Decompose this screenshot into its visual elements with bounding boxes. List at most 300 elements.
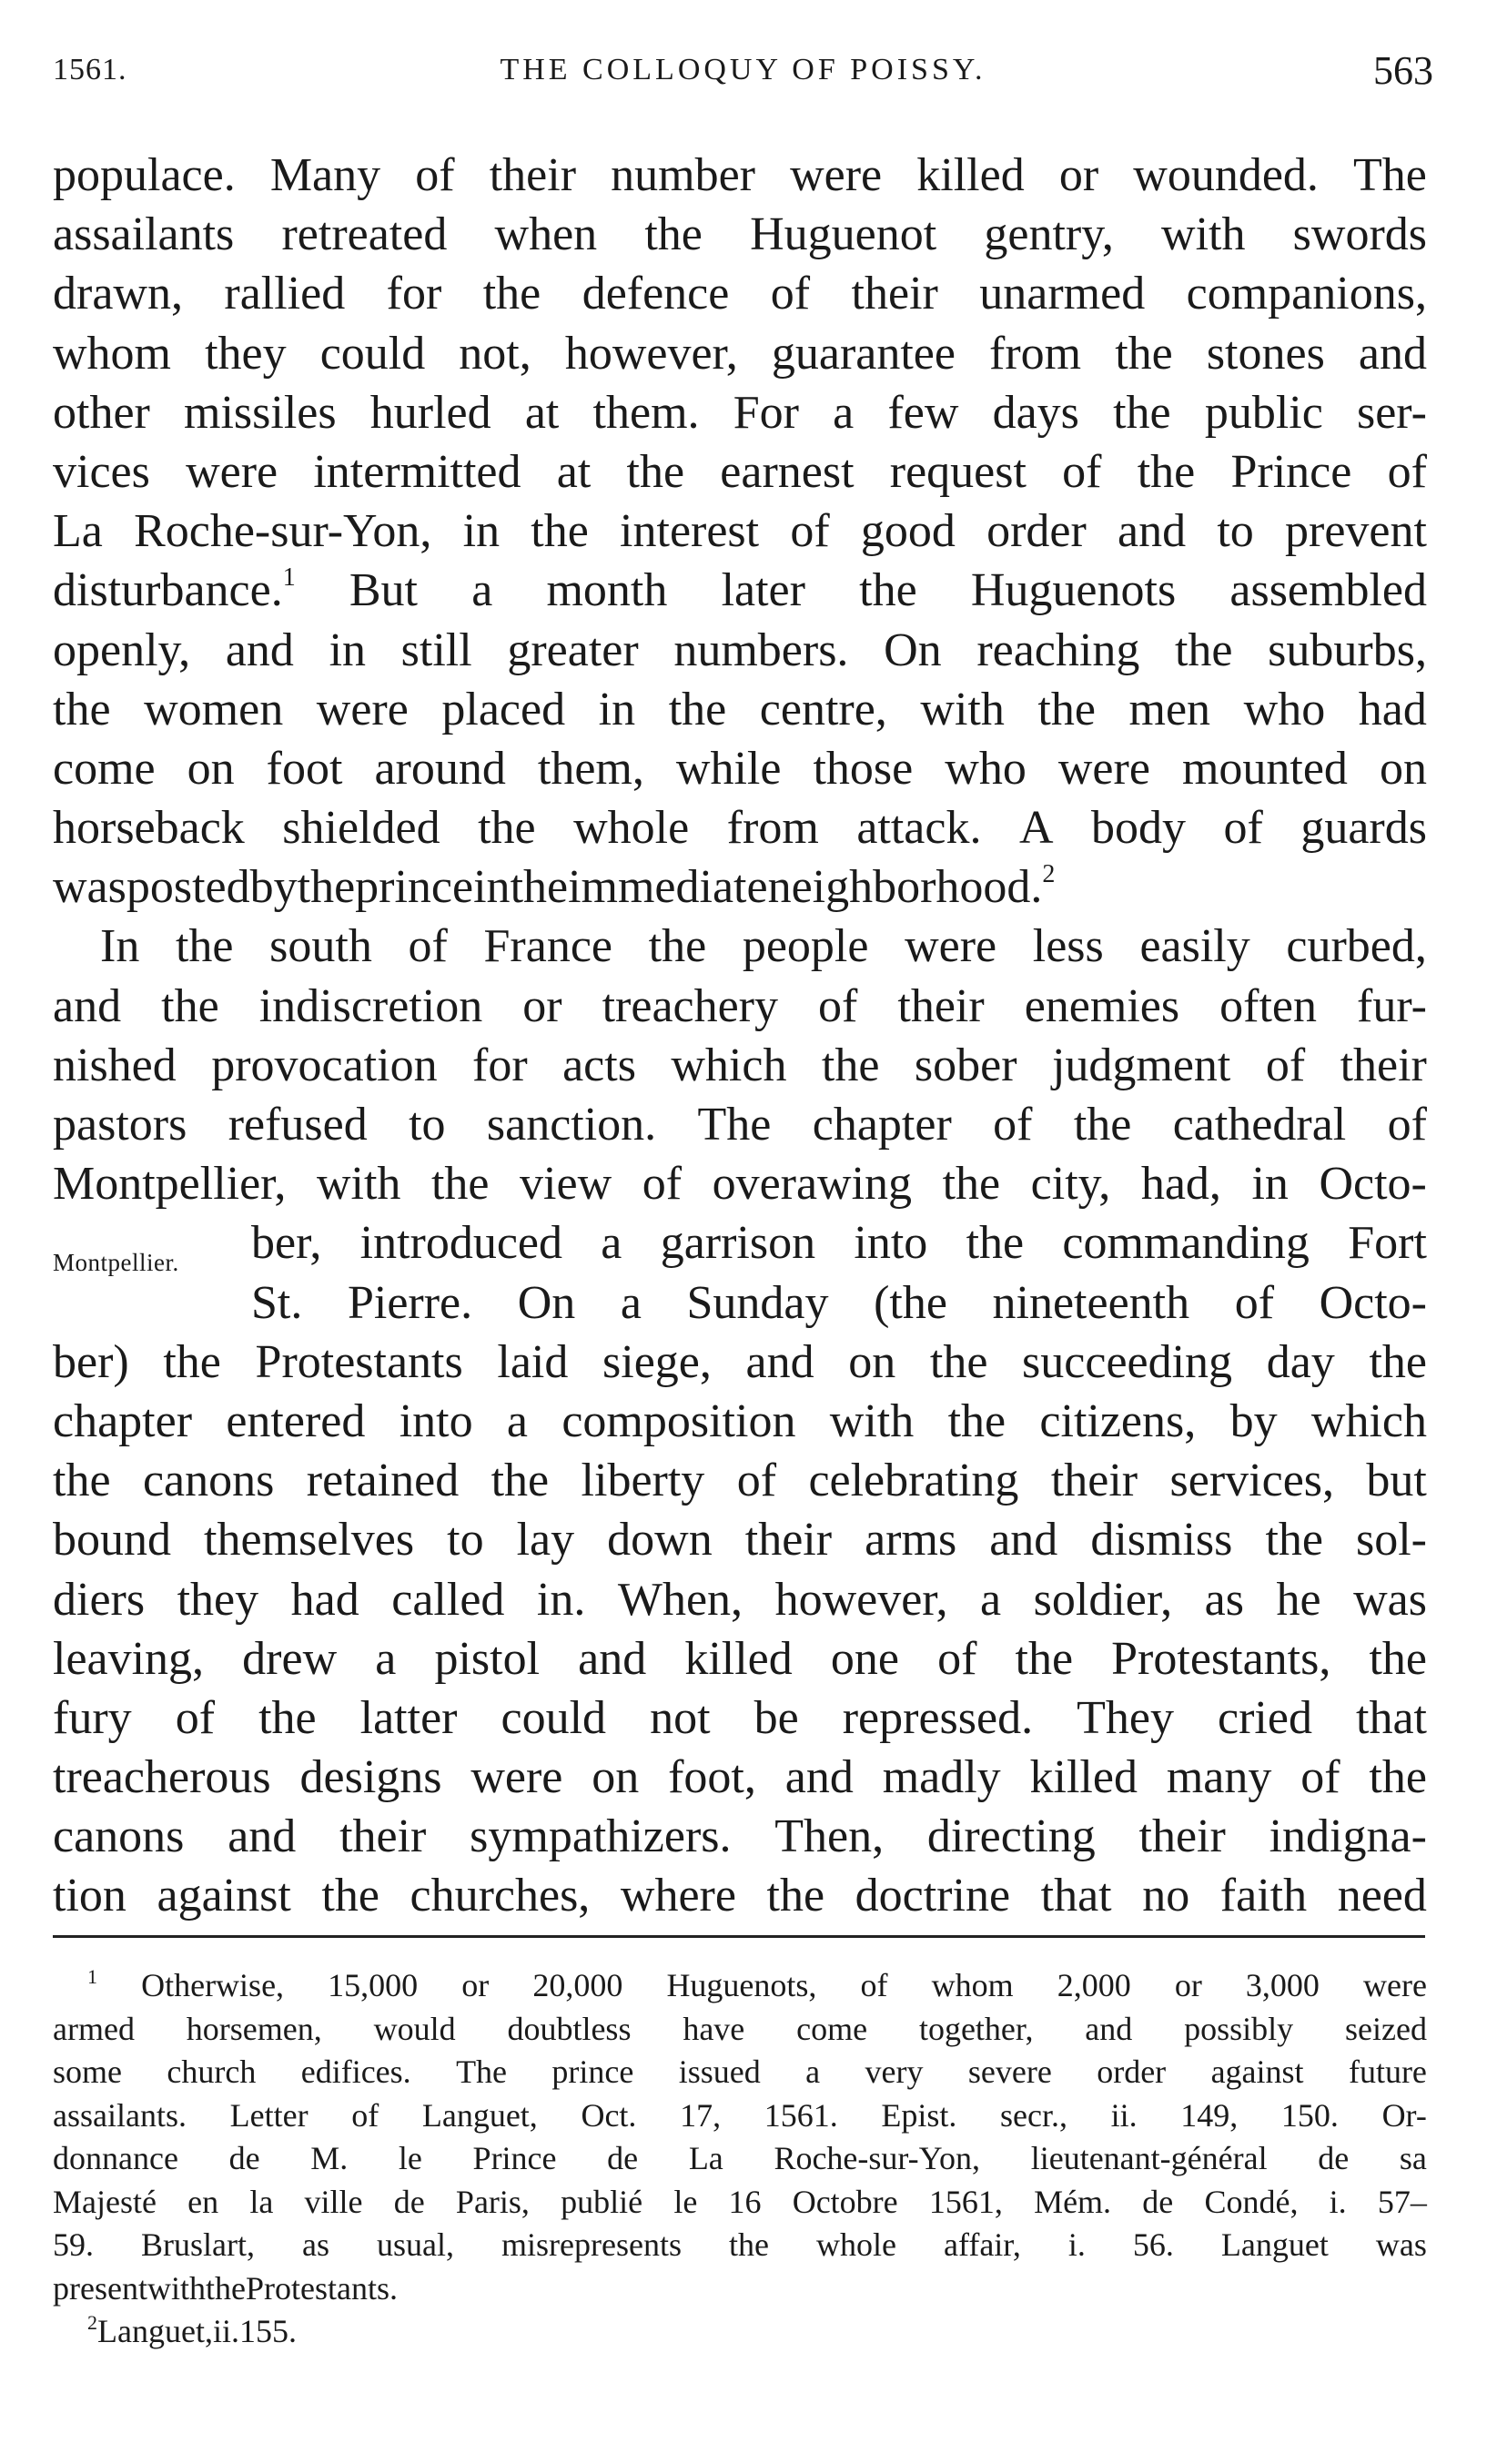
body-line: [53, 680, 1427, 739]
word: and: [989, 1514, 1058, 1567]
word: killed: [684, 1632, 793, 1685]
body-line: [53, 442, 1427, 502]
word: their: [1138, 1810, 1226, 1863]
word: the: [1115, 327, 1173, 380]
word: canons: [53, 1810, 185, 1863]
word: on: [1379, 742, 1427, 795]
word: openly,: [53, 624, 191, 676]
word: On: [884, 624, 942, 676]
word: chapter: [812, 1099, 952, 1151]
word: of: [937, 1632, 977, 1685]
word: the: [258, 1691, 317, 1744]
word: people: [742, 920, 869, 973]
word: the: [53, 683, 111, 735]
word: vices: [53, 445, 150, 498]
word: lieutenant-général: [1030, 2140, 1268, 2176]
word: the: [321, 1870, 379, 1922]
word: many: [1166, 1751, 1272, 1804]
word: whom: [931, 1967, 1014, 2003]
word: not: [650, 1691, 711, 1744]
word: when: [494, 208, 598, 261]
word: by: [1229, 1394, 1278, 1447]
word: women: [144, 683, 284, 735]
word: Languet: [1220, 2226, 1329, 2263]
word: in: [473, 861, 511, 914]
word: pastors: [53, 1099, 187, 1151]
word: sober: [914, 1039, 1017, 1091]
word: the: [491, 1455, 550, 1507]
word: swords: [1292, 208, 1427, 261]
word: have: [683, 2010, 745, 2047]
word: men: [1128, 683, 1211, 735]
word: called: [391, 1573, 505, 1626]
word: as: [1204, 1573, 1244, 1626]
word: La: [53, 505, 103, 558]
word: with: [920, 683, 1005, 735]
word: for: [472, 1039, 528, 1091]
word: were: [316, 683, 409, 735]
body-line: [53, 1036, 1427, 1095]
word: The: [697, 1099, 772, 1151]
footnotes: [53, 1964, 1427, 2354]
word: ii.: [212, 2313, 239, 2349]
word: or: [1058, 149, 1099, 201]
word: had: [290, 1573, 359, 1626]
word: still: [400, 624, 472, 676]
word: for: [386, 268, 442, 320]
word: of: [993, 1099, 1033, 1151]
word: who: [1243, 683, 1326, 735]
word: of: [1234, 1276, 1275, 1329]
word: refused: [228, 1099, 368, 1151]
word: of: [351, 2096, 379, 2134]
word: into: [854, 1217, 928, 1270]
header-title: THE COLLOQUY OF POISSY.: [500, 53, 986, 86]
word: against: [157, 1870, 291, 1922]
word: de: [1142, 2183, 1174, 2220]
word: armed: [53, 2010, 135, 2047]
word: come: [796, 2010, 868, 2047]
word: Roche-sur-Yon,: [774, 2140, 981, 2176]
footnote-marker: 1: [282, 563, 296, 593]
word: stones: [1206, 327, 1325, 380]
word: to: [409, 1099, 446, 1151]
word: some: [53, 2053, 122, 2090]
word: de: [1318, 2140, 1350, 2176]
word: Pierre.: [347, 1276, 473, 1329]
word: de: [228, 2140, 260, 2176]
word: from: [726, 802, 819, 855]
body-line: [53, 1629, 1427, 1688]
word: to: [447, 1514, 484, 1567]
word: their: [489, 149, 577, 201]
word: with: [316, 1158, 401, 1211]
word: St.: [251, 1276, 303, 1329]
word: doubtless: [507, 2010, 632, 2047]
word: indigna-: [1269, 1810, 1427, 1863]
word: their: [744, 1514, 833, 1567]
body-line: [53, 798, 1427, 857]
word: by: [249, 861, 298, 914]
word: the: [1369, 1335, 1427, 1388]
word: few: [887, 386, 959, 439]
word: assailants.: [53, 2096, 187, 2134]
word: ville: [304, 2183, 363, 2220]
word: of: [415, 149, 455, 201]
word: the: [947, 1394, 1006, 1447]
word: the: [859, 564, 917, 617]
body-line: [53, 1451, 1427, 1510]
word: Languet,: [97, 2313, 213, 2349]
word: were: [1363, 1967, 1427, 2003]
word: guards: [1300, 802, 1427, 855]
word: Otherwise,: [141, 1967, 285, 2003]
word: come: [53, 742, 156, 795]
word: 59.: [53, 2226, 94, 2263]
word: Mém.: [1034, 2183, 1112, 2220]
word: number: [611, 149, 755, 201]
word: and: [53, 979, 122, 1032]
word: south: [269, 920, 372, 973]
footnote-marker: 2: [87, 2311, 97, 2334]
word: 15,000: [328, 1967, 419, 2003]
word: with: [829, 1394, 915, 1447]
word: en: [187, 2183, 219, 2220]
word: enemies: [1024, 979, 1180, 1032]
word: whom: [53, 327, 171, 380]
word: i.: [1329, 2183, 1347, 2220]
body-line: [53, 205, 1427, 264]
word: their: [1050, 1455, 1138, 1507]
word: wounded.: [1133, 149, 1319, 201]
word: 1561.: [764, 2096, 838, 2134]
word: a: [980, 1573, 1002, 1626]
word: the: [648, 920, 707, 973]
word: introduced: [359, 1217, 562, 1270]
word: future: [1348, 2053, 1427, 2090]
word: their: [851, 268, 938, 320]
body-line: [53, 1807, 1427, 1866]
word: themselves: [204, 1514, 415, 1567]
word: the: [1265, 1514, 1323, 1567]
word: populace.: [53, 149, 236, 201]
word: earnest: [720, 445, 855, 498]
word: that: [1040, 1870, 1112, 1922]
word: horsemen,: [186, 2010, 322, 2047]
word: repressed.: [842, 1691, 1034, 1744]
word: services,: [1169, 1455, 1335, 1507]
word: 150.: [1280, 2096, 1339, 2134]
word: the: [175, 920, 234, 973]
word: reaching: [976, 624, 1140, 676]
word: nished: [53, 1039, 177, 1091]
word: the: [205, 2269, 246, 2307]
word: be: [754, 1691, 799, 1744]
word: i.: [1067, 2226, 1086, 2263]
body-line: [53, 917, 1427, 976]
word: judgment: [1051, 1039, 1231, 1091]
word: in: [598, 683, 636, 735]
word: France: [483, 920, 612, 973]
word: A: [1018, 802, 1054, 855]
word: the: [1015, 1632, 1074, 1685]
word: easily: [1139, 920, 1250, 973]
word: often: [1219, 979, 1317, 1032]
word: Fort: [1348, 1217, 1427, 1270]
word: soldier,: [1033, 1573, 1173, 1626]
word: neighborhood.$^2$: [767, 860, 1056, 914]
word: who: [945, 742, 1027, 795]
word: the: [1369, 1751, 1427, 1804]
footnote-line: [53, 2008, 1427, 2052]
body-line: [53, 1688, 1427, 1748]
word: Prince: [472, 2140, 557, 2176]
word: of: [818, 979, 858, 1032]
word: would: [373, 2010, 456, 2047]
word: usual,: [377, 2226, 455, 2263]
footnote-marker: 1: [87, 1965, 97, 1988]
footnote-line: [53, 1964, 1427, 2008]
word: on: [592, 1751, 640, 1804]
word: defence: [582, 268, 730, 320]
word: of: [1265, 1039, 1306, 1091]
word: the: [482, 268, 541, 320]
body-line: [53, 1333, 1427, 1392]
word: Bruslart,: [141, 2226, 255, 2263]
word: a: [375, 1632, 397, 1685]
word: companions,: [1186, 268, 1427, 320]
word: view: [520, 1158, 612, 1211]
word: was: [53, 861, 126, 914]
word: and: [578, 1632, 647, 1685]
word: madly: [882, 1751, 1001, 1804]
body-text: [53, 146, 1427, 1926]
body-line: [53, 1392, 1427, 1451]
body-line: [53, 1570, 1427, 1629]
word: other: [53, 386, 150, 439]
word: the: [966, 1217, 1025, 1270]
word: Languet,: [421, 2096, 538, 2134]
word: Epist.: [881, 2096, 957, 2134]
word: public: [1204, 386, 1323, 439]
word: chapter: [53, 1394, 193, 1447]
word: while: [675, 742, 782, 795]
footnote-divider: [53, 1935, 1425, 1938]
word: was: [1353, 1573, 1427, 1626]
word: those: [813, 742, 914, 795]
word: were: [470, 1751, 563, 1804]
word: 3,000: [1245, 1967, 1320, 2003]
word: the: [430, 1158, 490, 1211]
word: assembled: [1229, 564, 1427, 617]
word: leaving,: [53, 1632, 205, 1685]
word: order: [1097, 2053, 1167, 2090]
word: La: [688, 2140, 723, 2176]
word: had,: [1140, 1158, 1221, 1211]
word: le: [398, 2140, 422, 2176]
header-year: 1561.: [53, 53, 127, 86]
word: They: [1077, 1691, 1174, 1744]
word: Many: [269, 149, 381, 201]
word: the: [729, 2226, 769, 2263]
word: shielded: [282, 802, 440, 855]
word: them,: [537, 742, 644, 795]
word: the: [297, 861, 356, 914]
word: ber): [53, 1335, 129, 1388]
word: a: [506, 1394, 529, 1447]
word: to: [1217, 505, 1254, 558]
word: they: [205, 327, 287, 380]
word: which: [671, 1039, 787, 1091]
word: immediate: [568, 861, 768, 914]
word: no: [1142, 1870, 1190, 1922]
word: the: [478, 802, 536, 855]
page-number: 563: [1373, 48, 1433, 93]
word: Huguenots: [970, 564, 1177, 617]
word: Oct.: [581, 2096, 637, 2134]
word: however,: [774, 1573, 948, 1626]
word: which: [1310, 1394, 1427, 1447]
word: the: [161, 979, 219, 1032]
word: siege,: [602, 1335, 712, 1388]
word: day: [1266, 1335, 1335, 1388]
word: on: [187, 742, 235, 795]
word: suburbs,: [1268, 624, 1427, 676]
word: they: [177, 1573, 259, 1626]
body-line: [53, 977, 1427, 1036]
word: present: [53, 2269, 147, 2307]
word: city,: [1030, 1158, 1111, 1211]
word: could: [501, 1691, 607, 1744]
word: garrison: [660, 1217, 816, 1270]
word: interest: [620, 505, 760, 558]
body-line: [53, 1095, 1427, 1154]
footnote-line: [53, 2224, 1427, 2267]
word: cried: [1218, 1691, 1312, 1744]
word: provocation: [211, 1039, 438, 1091]
word: was: [1375, 2226, 1427, 2263]
word: and: [784, 1751, 854, 1804]
word: 155.: [238, 2313, 297, 2349]
word: The: [1353, 149, 1427, 201]
word: directing: [926, 1810, 1096, 1863]
word: When,: [617, 1573, 743, 1626]
word: pistol: [434, 1632, 541, 1685]
word: Paris,: [455, 2183, 530, 2220]
word: he: [1276, 1573, 1321, 1626]
word: composition: [561, 1394, 796, 1447]
word: where: [620, 1870, 736, 1922]
word: less: [1032, 920, 1104, 973]
word: greater: [507, 624, 639, 676]
word: the: [626, 445, 685, 498]
word: were: [186, 445, 278, 498]
word: rallied: [224, 268, 346, 320]
word: Montpellier,: [53, 1158, 287, 1211]
word: or: [461, 1967, 490, 2003]
word: the: [942, 1158, 1001, 1211]
word: 149,: [1180, 2096, 1239, 2134]
word: and: [1118, 505, 1187, 558]
word: But: [349, 564, 419, 617]
word: severe: [967, 2053, 1052, 2090]
word: around: [374, 742, 506, 795]
word: ii.: [1110, 2096, 1138, 2134]
word: fury: [53, 1691, 132, 1744]
word: 16: [728, 2183, 762, 2220]
word: at: [524, 386, 560, 439]
word: and: [745, 1335, 814, 1388]
word: the: [1113, 386, 1171, 439]
word: liberty: [581, 1455, 705, 1507]
word: of: [770, 268, 811, 320]
word: indiscretion: [258, 979, 483, 1032]
word: secr.,: [1000, 2096, 1067, 2134]
word: a: [471, 564, 493, 617]
word: were: [1057, 742, 1150, 795]
word: body: [1091, 802, 1187, 855]
body-line: [53, 502, 1427, 561]
body-line: [53, 739, 1427, 798]
word: with: [147, 2269, 206, 2307]
word: publié: [561, 2183, 643, 2220]
word: le: [673, 2183, 698, 2220]
word: ser-: [1356, 386, 1427, 439]
word: guarantee: [771, 327, 956, 380]
footnote-marker: 2: [1042, 860, 1056, 889]
word: of: [1300, 1751, 1340, 1804]
body-line: [53, 621, 1427, 680]
word: of: [860, 1967, 888, 2003]
word: Octo-: [1319, 1276, 1427, 1329]
word: the: [1137, 445, 1196, 498]
word: Protestants.: [245, 2269, 398, 2307]
word: Or-: [1381, 2096, 1427, 2134]
word: 1561,: [928, 2183, 1003, 2220]
word: missiles: [184, 386, 337, 439]
footnote-line: [53, 2094, 1427, 2138]
word: foot: [266, 742, 343, 795]
word: Sunday: [686, 1276, 829, 1329]
word: 17,: [680, 2096, 722, 2134]
word: of: [408, 920, 448, 973]
word: church: [167, 2053, 257, 2090]
word: good: [860, 505, 956, 558]
word: the: [821, 1039, 880, 1091]
word: were: [905, 920, 997, 973]
word: (the: [874, 1276, 947, 1329]
word: the: [668, 683, 727, 735]
word: and: [225, 624, 294, 676]
word: 20,000: [532, 1967, 623, 2003]
word: their: [897, 979, 985, 1032]
word: and: [1358, 327, 1427, 380]
word: on: [848, 1335, 896, 1388]
word: whole: [816, 2226, 896, 2263]
word: as: [302, 2226, 330, 2263]
word: the: [510, 861, 569, 914]
word: 2,000: [1057, 1967, 1131, 2003]
word: Protestants: [255, 1335, 463, 1388]
word: [87, 2310, 97, 2354]
body-line: [53, 1510, 1427, 1569]
word: 57–: [1377, 2183, 1427, 2220]
word: Huguenot: [750, 208, 937, 261]
word: commanding: [1062, 1217, 1310, 1270]
word: at: [556, 445, 592, 498]
word: of: [175, 1691, 216, 1744]
word: ber,: [251, 1217, 322, 1270]
